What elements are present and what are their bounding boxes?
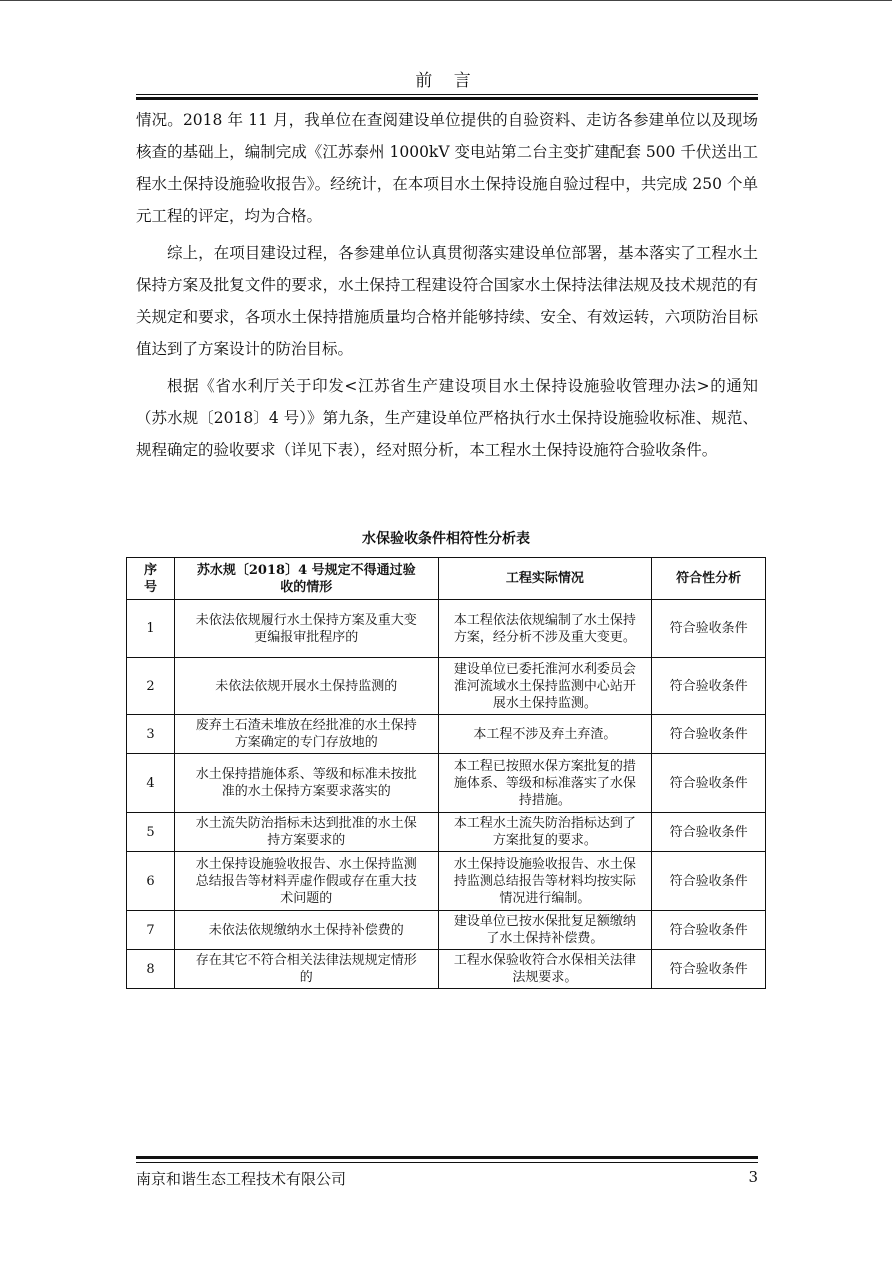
header-rule-thin: [136, 94, 758, 95]
cell-actual: 水土保持设施验收报告、水土保持监测总结报告等材料均按实际情况进行编制。: [438, 852, 652, 911]
footer-company: 南京和谐生态工程技术有限公司: [136, 1170, 347, 1188]
footer-rule-thick: [136, 1156, 758, 1159]
table-title: 水保验收条件相符性分析表: [362, 531, 530, 547]
cell-result: 符合验收条件: [652, 715, 766, 754]
cell-no: 2: [127, 658, 175, 715]
header-rule-thick: [136, 97, 758, 100]
header-result: 符合性分析: [652, 558, 766, 600]
page-header-title: 前 言: [415, 71, 479, 91]
body-text: [136, 104, 758, 466]
cell-rule: 未依法依规缴纳水土保持补偿费的: [174, 911, 438, 950]
cell-result: 符合验收条件: [652, 658, 766, 715]
cell-rule: 水土流失防治指标未达到批准的水土保持方案要求的: [174, 813, 438, 852]
cell-no: 7: [127, 911, 175, 950]
table-row: [127, 813, 766, 852]
cell-rule: 水土保持设施验收报告、水土保持监测总结报告等材料弄虚作假或存在重大技术问题的: [174, 852, 438, 911]
paragraph-2: 综上，在项目建设过程，各参建单位认真贯彻落实建设单位部署，基本落实了工程水土保持方案及批复文件的要求，水土保持工程建设符合国家水土保持法律法规及技术规范的有关规定和要求，各项水土保持措施质量均合格并能够持续、安全、有效运转，六项防治目标值达到了方案设计的防治目标。: [136, 244, 758, 358]
cell-no: 5: [127, 813, 175, 852]
cell-actual: 建设单位已按水保批复足额缴纳了水土保持补偿费。: [438, 911, 652, 950]
page-top-border: [0, 0, 892, 1]
cell-result: 符合验收条件: [652, 852, 766, 911]
cell-rule: 废弃土石渣未堆放在经批准的水土保持方案确定的专门存放地的: [174, 715, 438, 754]
cell-rule: 未依法依规履行水土保持方案及重大变更编报审批程序的: [174, 600, 438, 658]
cell-actual: 本工程水土流失防治指标达到了方案批复的要求。: [438, 813, 652, 852]
cell-actual: 工程水保验收符合水保相关法律法规要求。: [438, 950, 652, 989]
cell-result: 符合验收条件: [652, 754, 766, 813]
header-actual: 工程实际情况: [438, 558, 652, 600]
header-rule: 苏水规〔2018〕4 号规定不得通过验收的情形: [174, 558, 438, 600]
cell-result: 符合验收条件: [652, 813, 766, 852]
cell-rule: 未依法依规开展水土保持监测的: [174, 658, 438, 715]
table-header-row: [127, 558, 766, 600]
table-row: [127, 658, 766, 715]
table-row: [127, 715, 766, 754]
cell-rule: 存在其它不符合相关法律法规规定情形的: [174, 950, 438, 989]
cell-no: 8: [127, 950, 175, 989]
cell-no: 4: [127, 754, 175, 813]
cell-result: 符合验收条件: [652, 600, 766, 658]
paragraph-3: 根据《省水利厅关于印发<江苏省生产建设项目水土保持设施验收管理办法>的通知（苏水规〔2018〕4 号）》第九条，生产建设单位严格执行水土保持设施验收标准、规范、规程确定的验收要求（详见下表），经对照分析，本工程水土保持设施符合验收条件。: [136, 377, 758, 459]
page-number: 3: [748, 1168, 758, 1186]
paragraph-1: 情况。2018 年 11 月，我单位在查阅建设单位提供的自验资料、走访各参建单位以及现场核查的基础上，编制完成《江苏泰州 1000kV 变电站第二台主变扩建配套 500 千伏送出工程水土保持设施验收报告》。经统计，在本项目水土保持设施自验过程中，共完成 250 个单元工程的评定，均为合格。: [136, 111, 758, 225]
header-no: 序号: [127, 558, 175, 600]
table-row: [127, 911, 766, 950]
cell-no: 3: [127, 715, 175, 754]
cell-actual: 本工程不涉及弃土弃渣。: [438, 715, 652, 754]
table-row: [127, 852, 766, 911]
cell-no: 6: [127, 852, 175, 911]
cell-rule: 水土保持措施体系、等级和标准未按批准的水土保持方案要求落实的: [174, 754, 438, 813]
table-row: [127, 950, 766, 989]
cell-result: 符合验收条件: [652, 950, 766, 989]
cell-actual: 本工程依法依规编制了水土保持方案，经分析不涉及重大变更。: [438, 600, 652, 658]
table-row: [127, 600, 766, 658]
footer-rule-thin: [136, 1162, 758, 1163]
table-row: [127, 754, 766, 813]
cell-actual: 本工程已按照水保方案批复的措施体系、等级和标准落实了水保持措施。: [438, 754, 652, 813]
cell-result: 符合验收条件: [652, 911, 766, 950]
cell-actual: 建设单位已委托淮河水利委员会淮河流域水土保持监测中心站开展水土保持监测。: [438, 658, 652, 715]
compliance-table: [126, 557, 766, 989]
cell-no: 1: [127, 600, 175, 658]
